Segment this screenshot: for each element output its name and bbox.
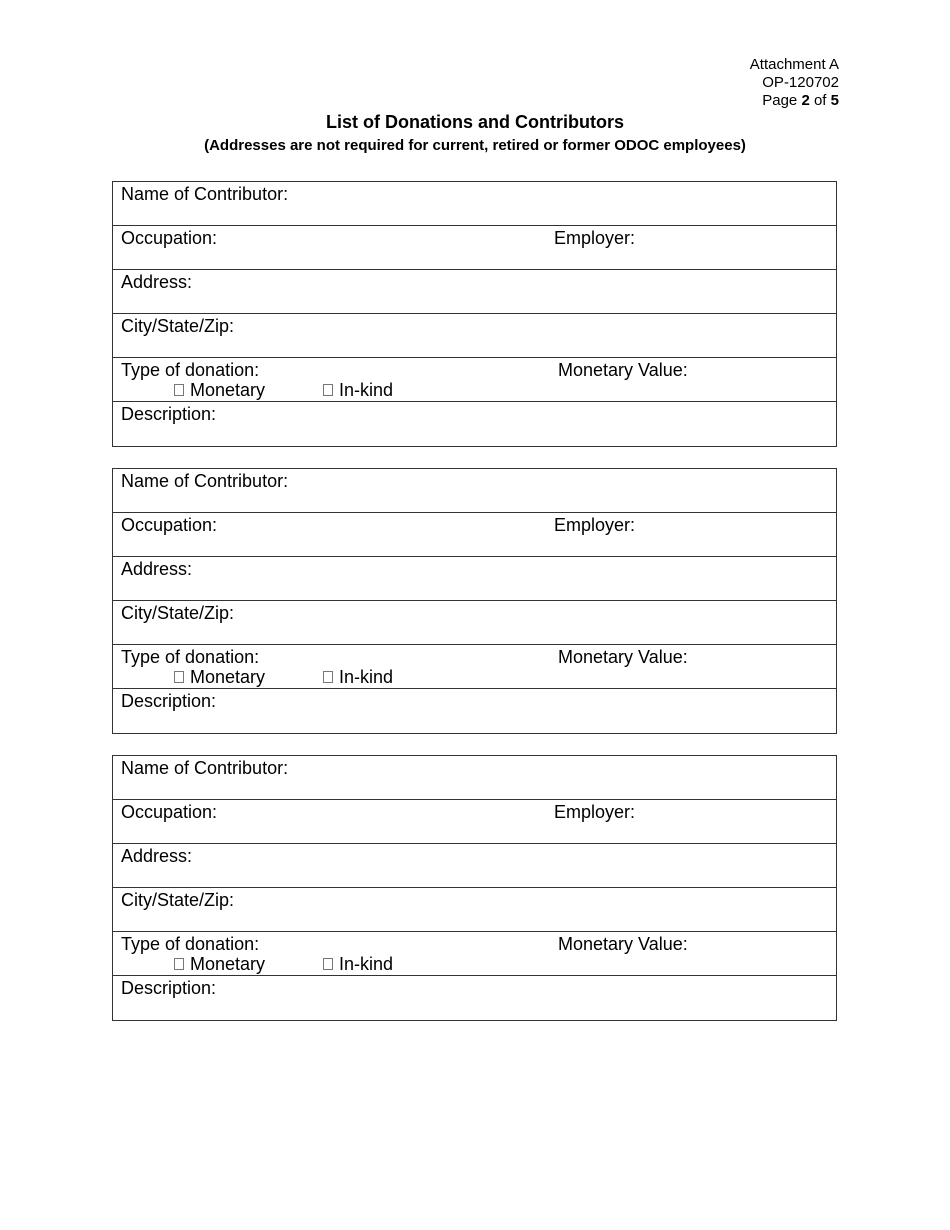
name-label: Name of Contributor: — [121, 184, 289, 204]
page-current: 2 — [801, 92, 810, 109]
description-label: Description: — [121, 978, 217, 998]
page-number — [750, 92, 839, 110]
option-inkind-label: In-kind — [339, 954, 394, 974]
checkbox-icon[interactable] — [323, 958, 333, 970]
name-row[interactable] — [113, 469, 836, 513]
city-label: City/State/Zip: — [121, 603, 235, 623]
option-monetary-label: Monetary — [190, 380, 266, 400]
city-row[interactable] — [113, 888, 836, 932]
option-monetary[interactable] — [174, 667, 265, 687]
occupation-row[interactable] — [113, 226, 836, 270]
address-row[interactable] — [113, 844, 836, 888]
monetary-value-label: Monetary Value: — [558, 647, 688, 667]
description-label: Description: — [121, 404, 217, 424]
description-row[interactable] — [113, 689, 836, 733]
occupation-row[interactable] — [113, 800, 836, 844]
address-label: Address: — [121, 559, 193, 579]
donation-type-label: Type of donation: — [121, 360, 260, 380]
contributor-form-2 — [112, 468, 837, 734]
city-row[interactable] — [113, 314, 836, 358]
page-subtitle: (Addresses are not required for current, retired or former ODOC employees) — [204, 137, 746, 154]
option-inkind[interactable] — [323, 380, 393, 400]
description-label: Description: — [121, 691, 217, 711]
monetary-value-label: Monetary Value: — [558, 360, 688, 380]
option-monetary[interactable] — [174, 380, 265, 400]
name-label: Name of Contributor: — [121, 471, 289, 491]
employer-label: Employer: — [554, 228, 636, 248]
city-row[interactable] — [113, 601, 836, 645]
employer-label: Employer: — [554, 802, 636, 822]
city-label: City/State/Zip: — [121, 890, 235, 910]
option-monetary-label: Monetary — [190, 954, 266, 974]
description-row[interactable] — [113, 976, 836, 1020]
address-label: Address: — [121, 272, 193, 292]
occupation-label: Occupation: — [121, 228, 218, 248]
occupation-row[interactable] — [113, 513, 836, 557]
occupation-label: Occupation: — [121, 802, 218, 822]
donation-type-row — [113, 932, 836, 976]
name-row[interactable] — [113, 756, 836, 800]
option-monetary[interactable] — [174, 954, 265, 974]
page-total: 5 — [830, 92, 839, 109]
option-inkind[interactable] — [323, 667, 393, 687]
employer-label: Employer: — [554, 515, 636, 535]
donation-type-label: Type of donation: — [121, 647, 260, 667]
checkbox-icon[interactable] — [174, 958, 184, 970]
monetary-value-label: Monetary Value: — [558, 934, 688, 954]
option-monetary-label: Monetary — [190, 667, 266, 687]
option-inkind[interactable] — [323, 954, 393, 974]
description-row[interactable] — [113, 402, 836, 446]
name-label: Name of Contributor: — [121, 758, 289, 778]
name-row[interactable] — [113, 182, 836, 226]
address-row[interactable] — [113, 557, 836, 601]
occupation-label: Occupation: — [121, 515, 218, 535]
contributor-form-3 — [112, 755, 837, 1021]
document-header — [750, 56, 839, 110]
page-of: of — [813, 92, 827, 109]
donation-type-label: Type of donation: — [121, 934, 260, 954]
checkbox-icon[interactable] — [174, 384, 184, 396]
donation-type-row — [113, 645, 836, 689]
page-title: List of Donations and Contributors — [326, 112, 624, 132]
checkbox-icon[interactable] — [174, 671, 184, 683]
contributor-form-1 — [112, 181, 837, 447]
option-inkind-label: In-kind — [339, 667, 394, 687]
address-row[interactable] — [113, 270, 836, 314]
city-label: City/State/Zip: — [121, 316, 235, 336]
page-prefix: Page — [762, 92, 798, 109]
address-label: Address: — [121, 846, 193, 866]
attachment-label: Attachment A — [749, 56, 839, 73]
donation-type-row — [113, 358, 836, 402]
checkbox-icon[interactable] — [323, 384, 333, 396]
op-number: OP-120702 — [762, 74, 839, 91]
checkbox-icon[interactable] — [323, 671, 333, 683]
option-inkind-label: In-kind — [339, 380, 394, 400]
